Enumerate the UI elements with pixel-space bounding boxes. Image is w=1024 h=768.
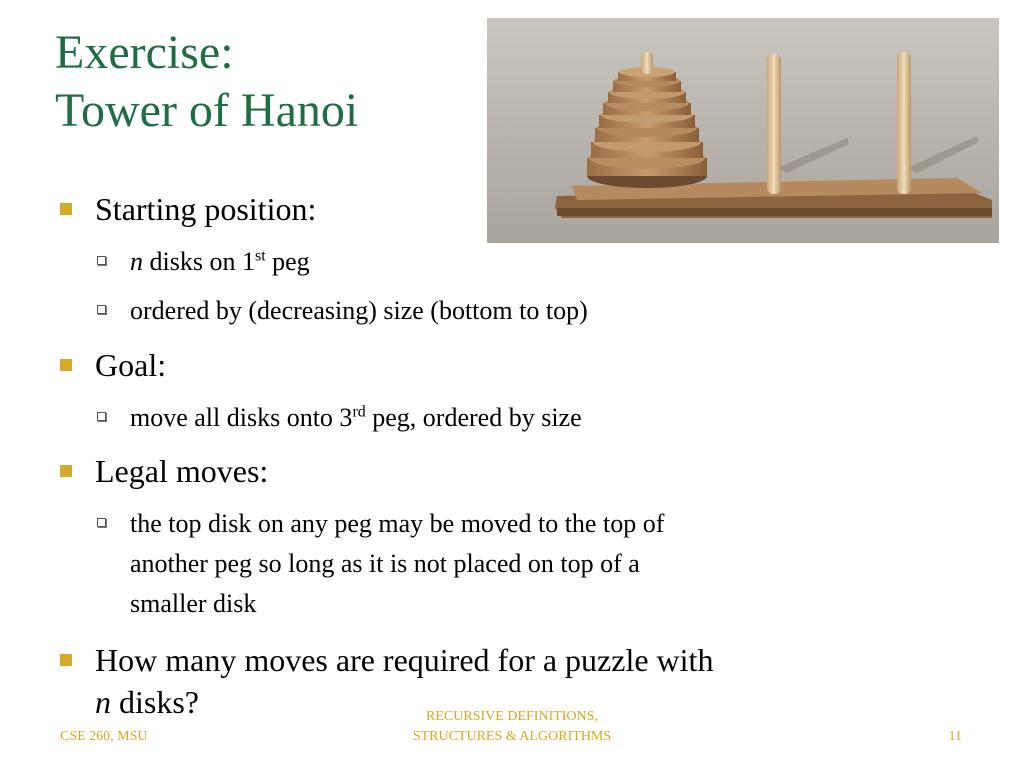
- variable-n: n: [130, 247, 143, 276]
- title-line-1: Exercise:: [55, 26, 234, 79]
- bullet-square-icon: [60, 654, 72, 666]
- slide-title: [55, 24, 358, 140]
- text-segment: peg, ordered by size: [365, 403, 582, 432]
- footer-topic-line: RECURSIVE DEFINITIONS,: [426, 709, 598, 724]
- bullet-text: Starting position:: [95, 191, 317, 227]
- title-line-2: Tower of Hanoi: [55, 84, 359, 137]
- bullet-legal-moves: [60, 450, 268, 492]
- page-number: 11: [948, 729, 962, 744]
- text-line: the top disk on any peg may be moved to the top of: [130, 509, 665, 538]
- bullet-text: Goal:: [95, 347, 167, 383]
- sub-bullet-box-icon: [97, 256, 106, 265]
- text-segment: peg: [265, 247, 310, 276]
- sub-bullet-legal-moves: [97, 504, 664, 624]
- footer-topic: [380, 707, 644, 747]
- bullet-square-icon: [60, 359, 72, 371]
- superscript: st: [254, 247, 266, 265]
- footer-topic-line: STRUCTURES & ALGORITHMS: [412, 729, 612, 744]
- bullet-text: Legal moves:: [95, 453, 269, 489]
- variable-n: n: [95, 684, 111, 720]
- sub-bullet-n-disks: [97, 242, 310, 282]
- superscript: rd: [352, 403, 366, 421]
- text-segment: disks on 1: [143, 247, 255, 276]
- text-line: another peg so long as it is not placed on top of a: [130, 549, 640, 578]
- text-line: smaller disk: [130, 589, 257, 618]
- bullet-starting-position: [60, 188, 316, 230]
- bullet-goal: [60, 344, 166, 386]
- text-segment: disks?: [111, 684, 199, 720]
- sub-bullet-box-icon: [97, 305, 106, 314]
- sub-bullet-box-icon: [97, 518, 106, 527]
- sub-bullet-goal: [97, 398, 582, 438]
- sub-bullet-text: [130, 242, 310, 282]
- sub-bullet-ordered: [97, 291, 588, 331]
- bullet-square-icon: [60, 465, 72, 477]
- sub-bullet-text: ordered by (decreasing) size (bottom to top): [130, 296, 588, 325]
- sub-bullet-text: [130, 504, 664, 624]
- sub-bullet-box-icon: [97, 412, 106, 421]
- footer-course: CSE 260, MSU: [60, 729, 148, 744]
- text-segment: move all disks onto 3: [130, 403, 353, 432]
- tower-of-hanoi-photo: [487, 18, 999, 243]
- sub-bullet-text: [130, 398, 582, 438]
- bullet-square-icon: [60, 203, 72, 215]
- text-line: How many moves are required for a puzzle with: [95, 642, 714, 678]
